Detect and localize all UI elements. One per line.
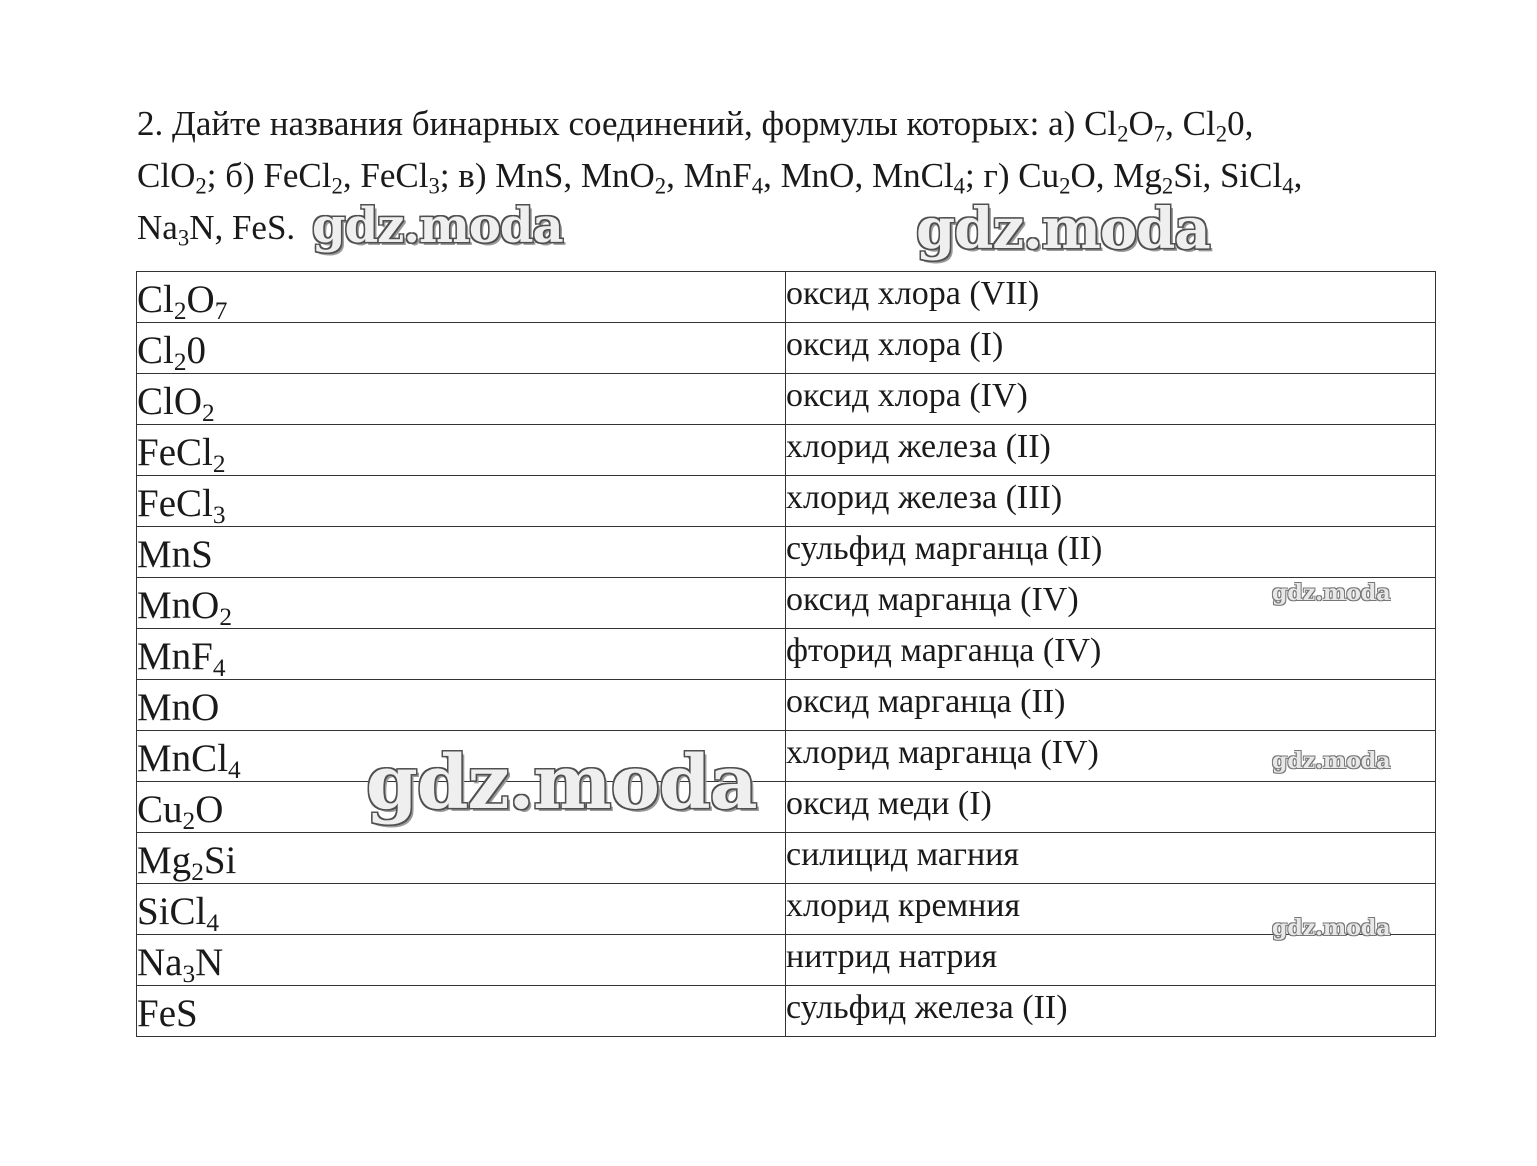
text-segment: Cl: [137, 277, 174, 321]
text-segment: ; г) Cu: [965, 156, 1060, 195]
text-segment: N: [195, 940, 224, 984]
chemical-formula: [137, 940, 785, 988]
table-row: [137, 629, 1436, 680]
subscript: 3: [182, 959, 196, 988]
formula-cell: [137, 986, 786, 1037]
answers-table: [136, 271, 1436, 1037]
compound-name-cell: [786, 782, 1436, 833]
subscript: 2: [173, 347, 187, 376]
text-segment: ; б) FeCl: [206, 156, 332, 195]
watermark-logo: gdz.moda: [312, 198, 563, 254]
subscript: 2: [219, 602, 233, 631]
subscript: 4: [212, 653, 226, 682]
chemical-formula: [137, 838, 785, 886]
chemical-formula: [137, 583, 785, 631]
subscript: 2: [173, 296, 187, 325]
text-segment: O, Mg: [1070, 156, 1162, 195]
text-segment: 0: [186, 328, 207, 372]
text-segment: ClO: [137, 156, 196, 195]
chemical-formula: [137, 430, 785, 478]
compound-name-cell: [786, 374, 1436, 425]
formula-cell: [137, 884, 786, 935]
text-segment: MnF: [137, 634, 213, 678]
text-segment: ClO: [137, 379, 203, 423]
table-row: [137, 731, 1436, 782]
table-row: [137, 323, 1436, 374]
chemical-formula: [137, 685, 785, 730]
compound-name-cell: [786, 476, 1436, 527]
compound-name: оксид меди (I): [786, 785, 992, 822]
text-segment: ,: [1293, 156, 1303, 195]
text-segment: , FeCl: [342, 156, 429, 195]
text-segment: Na: [137, 940, 183, 984]
compound-name-cell: [786, 986, 1436, 1037]
formula-cell: [137, 680, 786, 731]
compound-name-cell: [786, 527, 1436, 578]
watermark-logo: gdz.moda: [366, 740, 757, 826]
compound-name-cell: [786, 935, 1436, 986]
text-segment: O: [195, 787, 224, 831]
text-segment: SiCl: [137, 889, 207, 933]
text-segment: MnCl: [137, 736, 229, 780]
compound-name-cell: [786, 629, 1436, 680]
text-segment: ; в) MnS, MnO: [439, 156, 655, 195]
chemical-formula: [137, 277, 785, 325]
subscript: 4: [751, 173, 764, 199]
compound-name: сульфид марганца (II): [786, 530, 1103, 567]
text-segment: 0,: [1227, 104, 1254, 143]
table-row: [137, 272, 1436, 323]
formula-cell: [137, 374, 786, 425]
subscript: 2: [1161, 173, 1174, 199]
table-row: [137, 527, 1436, 578]
answers-table-body: [137, 272, 1436, 1037]
watermark-logo: gdz.moda: [1272, 580, 1391, 606]
compound-name: нитрид натрия: [786, 938, 998, 975]
compound-name: фторид марганца (IV): [786, 632, 1102, 669]
table-row: [137, 884, 1436, 935]
subscript: 3: [212, 500, 226, 529]
compound-name: силицид магния: [786, 836, 1019, 873]
text-segment: , Cl: [1165, 104, 1216, 143]
text-segment: Cu: [137, 787, 183, 831]
compound-name-cell: [786, 272, 1436, 323]
chemical-formula: [137, 379, 785, 427]
subscript: 4: [228, 755, 241, 784]
table-row: [137, 935, 1436, 986]
text-segment: , MnF: [666, 156, 752, 195]
table-row: [137, 374, 1436, 425]
text-segment: MnS: [137, 532, 213, 576]
compound-name: оксид марганца (IV): [786, 581, 1079, 618]
text-segment: Cl: [137, 328, 174, 372]
formula-cell: [137, 476, 786, 527]
compound-name-cell: [786, 680, 1436, 731]
text-segment: , MnO, MnCl: [763, 156, 954, 195]
watermark-logo: gdz.moda: [1272, 748, 1391, 774]
chemical-formula: [137, 532, 785, 577]
chemical-formula: [137, 991, 785, 1036]
text-segment: Si: [203, 838, 237, 882]
table-row: [137, 476, 1436, 527]
text-segment: 2. Дайте названия бинарных соединений, формулы которых: а) Cl: [137, 104, 1118, 143]
subscript: 4: [953, 173, 966, 199]
formula-cell: [137, 629, 786, 680]
compound-name-cell: [786, 323, 1436, 374]
compound-name: оксид марганца (II): [786, 683, 1066, 720]
compound-name: оксид хлора (VII): [786, 275, 1040, 312]
table-row: [137, 986, 1436, 1037]
subscript: 2: [1117, 121, 1129, 147]
formula-cell: [137, 935, 786, 986]
formula-cell: [137, 833, 786, 884]
subscript: 2: [654, 173, 667, 199]
text-segment: Na: [137, 208, 178, 247]
subscript: 3: [177, 225, 190, 251]
compound-name: хлорид кремния: [786, 887, 1021, 924]
subscript: 2: [212, 449, 226, 478]
formula-cell: [137, 425, 786, 476]
formula-cell: [137, 527, 786, 578]
table-row: [137, 578, 1436, 629]
compound-name-cell: [786, 425, 1436, 476]
text-segment: Mg: [137, 838, 192, 882]
chemical-formula: [137, 328, 785, 376]
formula-cell: [137, 272, 786, 323]
table-row: [137, 425, 1436, 476]
text-segment: MnO: [137, 685, 220, 729]
text-segment: N, FeS.: [189, 208, 296, 247]
subscript: 4: [1282, 173, 1294, 199]
table-row: [137, 680, 1436, 731]
compound-name: хлорид марганца (IV): [786, 734, 1099, 771]
text-segment: O: [1128, 104, 1154, 143]
compound-name-cell: [786, 833, 1436, 884]
subscript: 2: [182, 806, 196, 835]
compound-name: оксид хлора (IV): [786, 377, 1028, 414]
compound-name: хлорид железа (III): [786, 479, 1063, 516]
table-row: [137, 833, 1436, 884]
table-row: [137, 782, 1436, 833]
formula-cell: [137, 323, 786, 374]
watermark-logo: gdz.moda: [916, 196, 1210, 262]
compound-name: хлорид железа (II): [786, 428, 1051, 465]
chemical-formula: [137, 889, 785, 937]
subscript: 3: [428, 173, 440, 199]
subscript: 4: [206, 908, 220, 937]
subscript: 2: [195, 173, 207, 199]
text-segment: MnO: [137, 583, 220, 627]
text-segment: Si, SiCl: [1173, 156, 1283, 195]
text-segment: FeCl: [137, 481, 213, 525]
text-segment: O: [186, 277, 215, 321]
chemical-formula: [137, 634, 785, 682]
chemical-formula: [137, 481, 785, 529]
subscript: 2: [191, 857, 204, 886]
formula-cell: [137, 578, 786, 629]
subscript: 2: [1059, 173, 1071, 199]
compound-name: оксид хлора (I): [786, 326, 1004, 363]
text-segment: FeS: [137, 991, 198, 1035]
subscript: 2: [1215, 121, 1228, 147]
subscript: 7: [214, 296, 228, 325]
watermark-logo: gdz.moda: [1272, 915, 1391, 941]
subscript: 2: [202, 398, 215, 427]
text-segment: FeCl: [137, 430, 213, 474]
subscript: 2: [331, 173, 343, 199]
compound-name: сульфид железа (II): [786, 989, 1068, 1026]
subscript: 7: [1153, 121, 1166, 147]
